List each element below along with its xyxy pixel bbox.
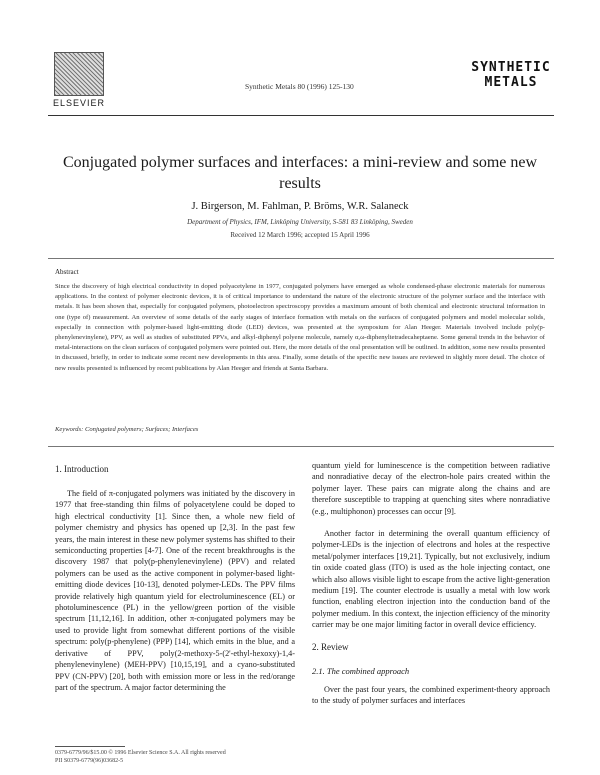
journal-reference: Synthetic Metals 80 (1996) 125-130	[245, 82, 354, 91]
left-column	[55, 460, 295, 693]
elsevier-tree-icon	[54, 52, 104, 96]
received-dates: Received 12 March 1996; accepted 15 April 1996	[230, 231, 370, 239]
copyright-footer	[55, 749, 226, 765]
abstract-divider	[48, 446, 554, 447]
right-paragraph-2: Another factor in determining the overall quantum efficiency of polymer-LEDs is the injection of electrons and holes at the respective metal/polymer interfaces [19,21]. Typically, but not exclusively, indium tin oxide coated glass (ITO) is used as the hole injecting contact, one which also allows visible light to escape from the active light-generation medium [19]. The counter electrode is usually a metal with low work function, enabling electron injection into the conduction band of the polymer medium. In this context, the injection efficiency of the minority carrier may be one major limiting factor in overall device efficiency.	[312, 529, 550, 630]
intro-paragraph-1: The field of π-conjugated polymers was initiated by the discovery in 1977 that free-standing thin films of polyacetylene could be doped to high electrical conductivity [1]. Since then, a whole new field of polymer chemistry and physics has opened up [2,3]. In the past few years, the main interest in these new polymer systems has shifted to their semiconducting properties [4-7]. One of the recent breakthroughs is the discovery 1987 that poly(p-phenylenevinylene) (PPV) and related polymers can be used as the active component in polymer-based light-emitting diode devices [10-13], denoted polymer-LEDs. The PPV films provide relatively high quantum yield for electroluminescence (EL) or photoluminescence (PL) in the yellow/green portion of the visible spectrum [11,12,16]. In addition, other π-conjugated polymers may be used to provide light from somewhat different portions of the visible spectrum: poly(p-phenylene) (PPP) [14], which emits in the blue, and a derivative of PPV, poly(2-methoxy-5-(2'-ethyl-hexoxy)-1,4-phenylenevinylene) (MEH-PPV) [10,15,19], and a cyano-substituted PPV (CN-PPV) [20], both with emission more or less in the red/orange part of the spectrum. A major factor determining the	[55, 489, 295, 692]
header-divider	[48, 115, 554, 116]
abstract-text: Since the discovery of high electrical conductivity in doped polyacetylene in 1977, conjugated polymers have emerged as whole condensed-phase electronic materials for numerous applications. In the context of polymer electronic devices, it is of critical importance to understand the nature of the electronic structure of the polymer surface and the interface with metals. It has been shown that, especially for conjugated polymers, photoelectron spectroscopy provides a maximum amount of both chemical and electronic structural information in one (type of) measurement. An overview of some details of the early stages of interface formation with metals on the surfaces of conjugated polymers and model molecular solids, especially in connection with polymer-based light-emitting diode (LED) devices, was presented at the symposium for Alan Heeger. Materials involved include poly(p-phenylenevinylene), PPV, as well as studies of substituted PPVs, and alkyl-diphenyl polyene molecule, namely α,ω-diphenyltetradecaheptaene. Some general trends in the behavior of metal-interactions on the clean surfaces of conjugated polymers were pointed out. Here, the more details of the oral presentation will be outlined. In addition, some new results presented in discussed, briefly, in order to indicate some recent new developments in this area. Finally, some details of the specific new issues are reviewed in slightly more detail. The choice of new results presented is influenced by recent publications by Alan Heeger and friends at Santa Barbara.	[55, 283, 545, 372]
section-heading-review: 2. Review	[312, 641, 349, 652]
section-heading-introduction: 1. Introduction	[55, 464, 109, 474]
journal-logo	[468, 60, 554, 98]
article-authors: J. Birgerson, M. Fahlman, P. Bröms, W.R. Salaneck	[191, 201, 409, 212]
pii-line: PII S0379-6779(96)03682-5	[55, 758, 124, 764]
subsection-heading-combined-approach: 2.1. The combined approach	[312, 665, 410, 676]
author-affiliation: Department of Physics, IFM, Linköping University, S-581 83 Linköping, Sweden	[187, 218, 413, 226]
publisher-name: ELSEVIER	[52, 98, 106, 108]
copyright-line: 0379-6779/96/$15.00 © 1996 Elsevier Science S.A. All rights reserved	[55, 750, 226, 756]
journal-logo-line1: SYNTHETIC	[471, 60, 551, 75]
elsevier-logo	[48, 52, 110, 110]
right-column	[312, 460, 550, 707]
abstract-heading: Abstract	[55, 268, 79, 276]
keywords: Keywords: Conjugated polymers; Surfaces; Interfaces	[55, 426, 199, 433]
article-title: Conjugated polymer surfaces and interfaces: a mini-review and some new results	[62, 154, 538, 192]
title-divider	[48, 258, 554, 259]
footer-divider	[55, 746, 125, 747]
right-paragraph-3: Over the past four years, the combined experiment-theory approach to the study of polymer surfaces and interfaces	[312, 684, 550, 706]
journal-logo-line2: METALS	[484, 75, 538, 90]
right-paragraph-1: quantum yield for luminescence is the competition between radiative and nonradiative decay of the electron-hole pairs created within the polymer layer. These pairs can migrate along the chains and are therefore susceptible to trapping at quenching sites where nonradiative (e.g., multiphonon) processes can occur [9].	[312, 461, 550, 516]
